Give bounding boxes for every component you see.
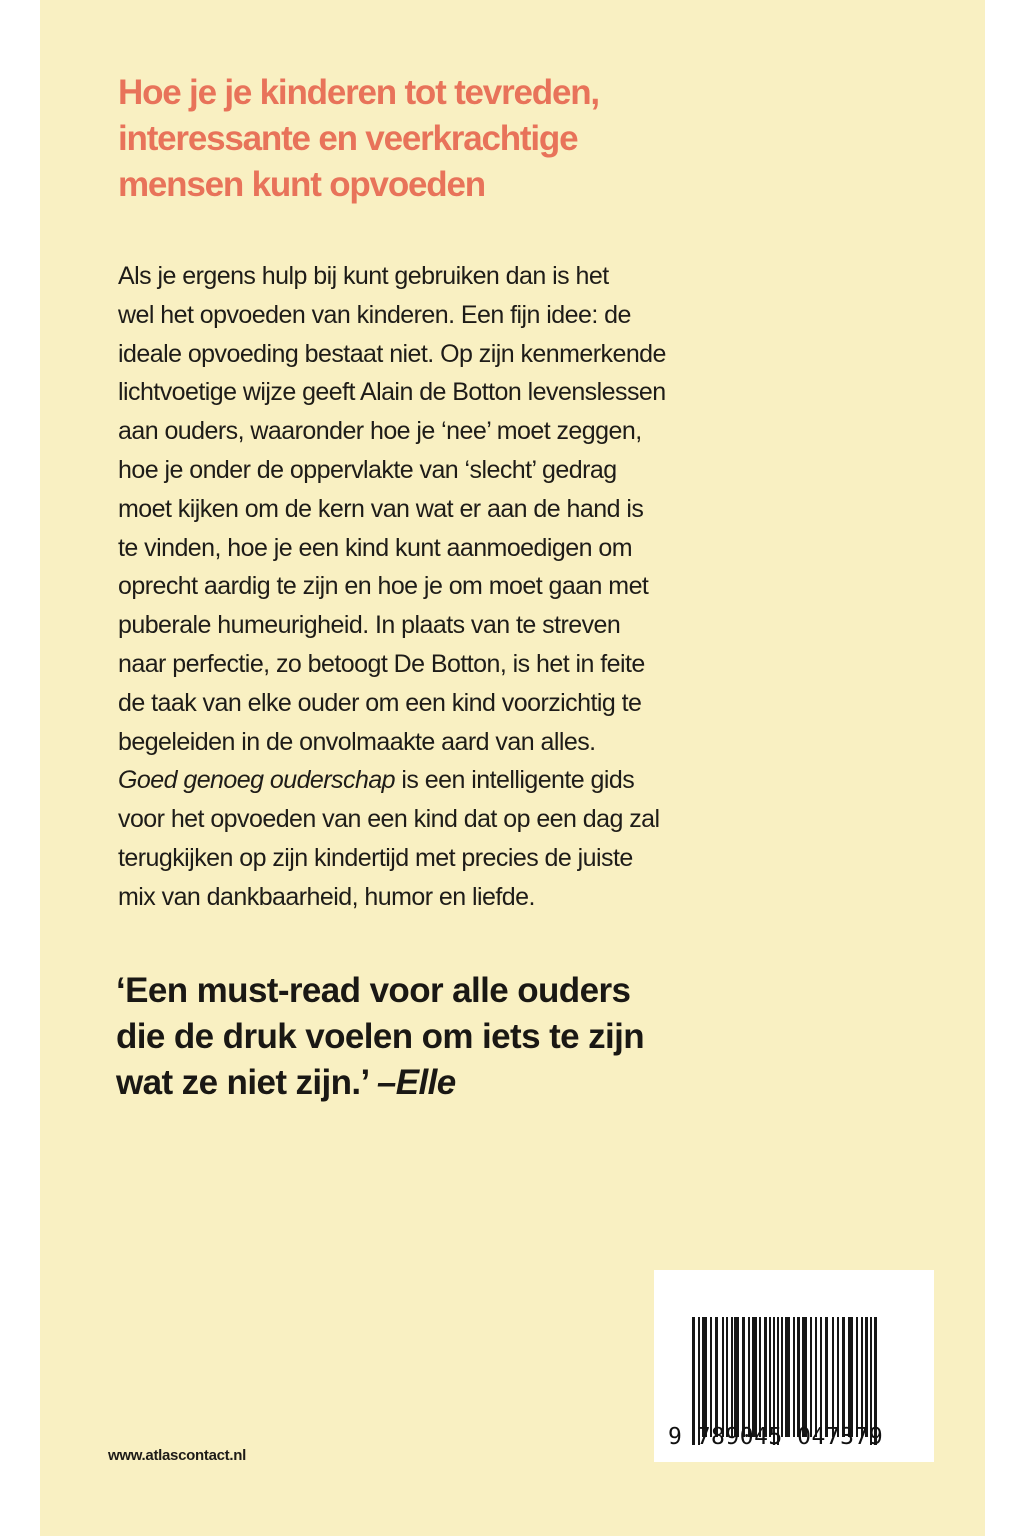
blurb-line: te vinden, hoe je een kind kunt aanmoedigen om — [118, 533, 632, 562]
blurb-line: mix van dankbaarheid, humor en liefde. — [118, 882, 535, 911]
quote-text: wat ze niet zijn.’ — [116, 1063, 377, 1102]
blurb-line: hoe je onder de oppervlakte van ‘slecht’ gedrag — [118, 455, 617, 484]
blurb-paragraph — [118, 257, 838, 917]
blurb-line: puberale humeurigheid. In plaats van te streven — [118, 611, 621, 640]
blurb-line: terugkijken op zijn kindertijd met precies de juiste — [118, 843, 633, 872]
blurb-line: moet kijken om de kern van wat er aan de hand is — [118, 494, 644, 523]
blurb-line: ideale opvoeding bestaat niet. Op zijn kenmerkende — [118, 339, 666, 368]
headline-line: interessante en veerkrachtige — [118, 119, 578, 158]
publisher-website: www.atlascontact.nl — [108, 1447, 246, 1464]
quote-line-last — [116, 1060, 816, 1106]
isbn-number: 9 789045 047379 — [668, 1424, 884, 1450]
blurb-line: aan ouders, waaronder hoe je ‘nee’ moet zeggen, — [118, 417, 642, 446]
quote-line: die de druk voelen om iets te zijn — [116, 1017, 645, 1056]
quote-source: –Elle — [376, 1063, 456, 1102]
book-title-italic: Goed genoeg ouderschap — [118, 766, 396, 795]
headline-line: Hoe je je kinderen tot tevreden, — [118, 73, 599, 112]
blurb-line: oprecht aardig te zijn en hoe je om moet gaan met — [118, 572, 649, 601]
blurb-line: naar perfectie, zo betoogt De Botton, is het in feite — [118, 649, 645, 678]
blurb-line: Als je ergens hulp bij kunt gebruiken dan is het — [118, 262, 609, 290]
blurb-line: voor het opvoeden van een kind dat op een dag zal — [118, 805, 660, 834]
review-quote — [116, 968, 816, 1106]
isbn-barcode — [654, 1270, 934, 1462]
blurb-line: begeleiden in de onvolmaakte aard van alles. — [118, 727, 596, 756]
headline-line: mensen kunt opvoeden — [118, 165, 485, 204]
blurb-line-with-title — [118, 761, 838, 800]
quote-line: ‘Een must-read voor alle ouders — [116, 971, 631, 1010]
blurb-line: de taak van elke ouder om een kind voorzichtig te — [118, 688, 642, 717]
blurb-line: lichtvoetige wijze geeft Alain de Botton levenslessen — [118, 378, 666, 407]
blurb-line-rest: is een intelligente gids — [395, 766, 635, 795]
blurb-line: wel het opvoeden van kinderen. Een fijn idee: de — [118, 300, 631, 329]
tagline-headline — [118, 70, 818, 208]
